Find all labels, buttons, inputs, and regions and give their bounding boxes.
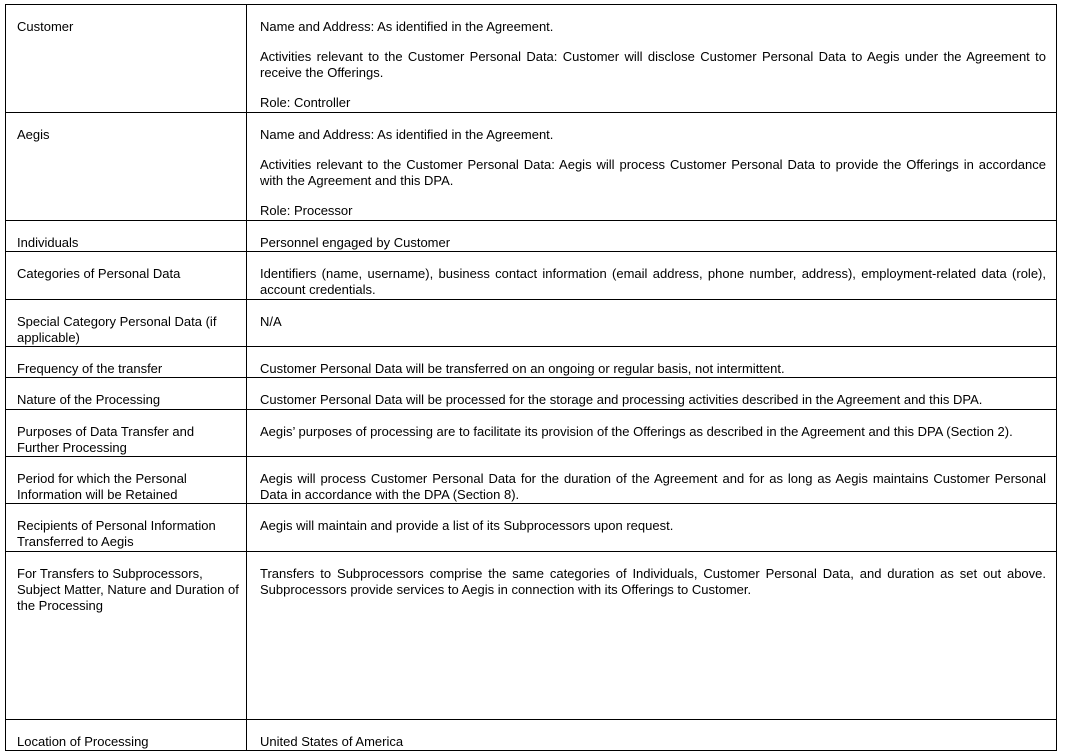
paragraph: Name and Address: As identified in the Agreement. <box>260 127 554 142</box>
row-label: Frequency of the transfer <box>17 361 163 376</box>
row-value: Identifiers (name, username), business contact information (email address, phone number, address), employment-related data (role), account credentials. <box>260 266 1046 297</box>
row-label: Special Category Personal Data (if applicable) <box>17 314 217 345</box>
row-value: Customer Personal Data will be processed for the storage and processing activities described in the Agreement and this DPA. <box>260 392 983 407</box>
column-divider <box>246 720 247 750</box>
row-value: Personnel engaged by Customer <box>260 235 451 250</box>
table-row-aegis <box>6 112 1056 220</box>
column-divider <box>246 113 247 220</box>
row-value: Customer Personal Data will be transferred on an ongoing or regular basis, not intermittent. <box>260 361 785 376</box>
row-label: Period for which the Personal Information will be Retained <box>17 471 187 502</box>
column-divider <box>246 410 247 456</box>
table-row-customer <box>6 5 1056 113</box>
column-divider <box>246 300 247 346</box>
column-divider <box>246 504 247 551</box>
column-divider <box>246 5 247 113</box>
column-divider <box>246 221 247 251</box>
row-label: Nature of the Processing <box>17 392 161 407</box>
column-divider <box>246 252 247 299</box>
table-row-location <box>6 719 1056 750</box>
paragraph: Activities relevant to the Customer Personal Data: Customer will disclose Customer Personal Data to Aegis under the Agreement to receive the Offerings. <box>260 49 1046 80</box>
column-divider <box>246 457 247 503</box>
table-row-individuals <box>6 220 1056 251</box>
paragraph: Activities relevant to the Customer Personal Data: Aegis will process Customer Personal Data to provide the Offerings in accordance with the Agreement and this DPA. <box>260 157 1046 188</box>
row-label: Individuals <box>17 235 79 250</box>
row-label: Recipients of Personal Information Transferred to Aegis <box>17 518 216 549</box>
column-divider <box>246 552 247 719</box>
data-processing-table <box>5 4 1057 751</box>
row-value: Transfers to Subprocessors comprise the same categories of Individuals, Customer Personal Data, and duration as set out above. Subprocessors provide services to Aegis in connection with its Offerings to Customer. <box>260 566 1046 597</box>
row-value: N/A <box>260 314 282 329</box>
table-row-special-category <box>6 299 1056 346</box>
row-value: Aegis’ purposes of processing are to facilitate its provision of the Offerings as described in the Agreement and this DPA (Section 2). <box>260 424 1013 439</box>
row-label: Aegis <box>17 127 50 142</box>
row-value: Aegis will process Customer Personal Data for the duration of the Agreement and for as long as Aegis maintains Customer Personal Data in accordance with the DPA (Section 8). <box>260 471 1046 502</box>
row-label: Purposes of Data Transfer and Further Processing <box>17 424 195 455</box>
row-value <box>260 19 1046 111</box>
table-row-purposes <box>6 409 1056 456</box>
paragraph: Name and Address: As identified in the Agreement. <box>260 19 554 34</box>
row-value: United States of America <box>260 734 404 749</box>
table-row-period <box>6 456 1056 503</box>
column-divider <box>246 378 247 409</box>
row-label: For Transfers to Subprocessors, Subject Matter, Nature and Duration of the Processing <box>17 566 239 613</box>
row-value <box>260 127 1046 219</box>
table-row-frequency <box>6 346 1056 377</box>
table-row-subprocessors <box>6 551 1056 719</box>
paragraph: Role: Processor <box>260 203 353 218</box>
table-row-nature <box>6 377 1056 409</box>
table-row-categories <box>6 251 1056 299</box>
row-value: Aegis will maintain and provide a list of its Subprocessors upon request. <box>260 518 674 533</box>
column-divider <box>246 347 247 377</box>
row-label: Customer <box>17 19 74 34</box>
paragraph: Role: Controller <box>260 95 351 110</box>
row-label: Location of Processing <box>17 734 149 749</box>
table-row-recipients <box>6 503 1056 551</box>
row-label: Categories of Personal Data <box>17 266 181 281</box>
